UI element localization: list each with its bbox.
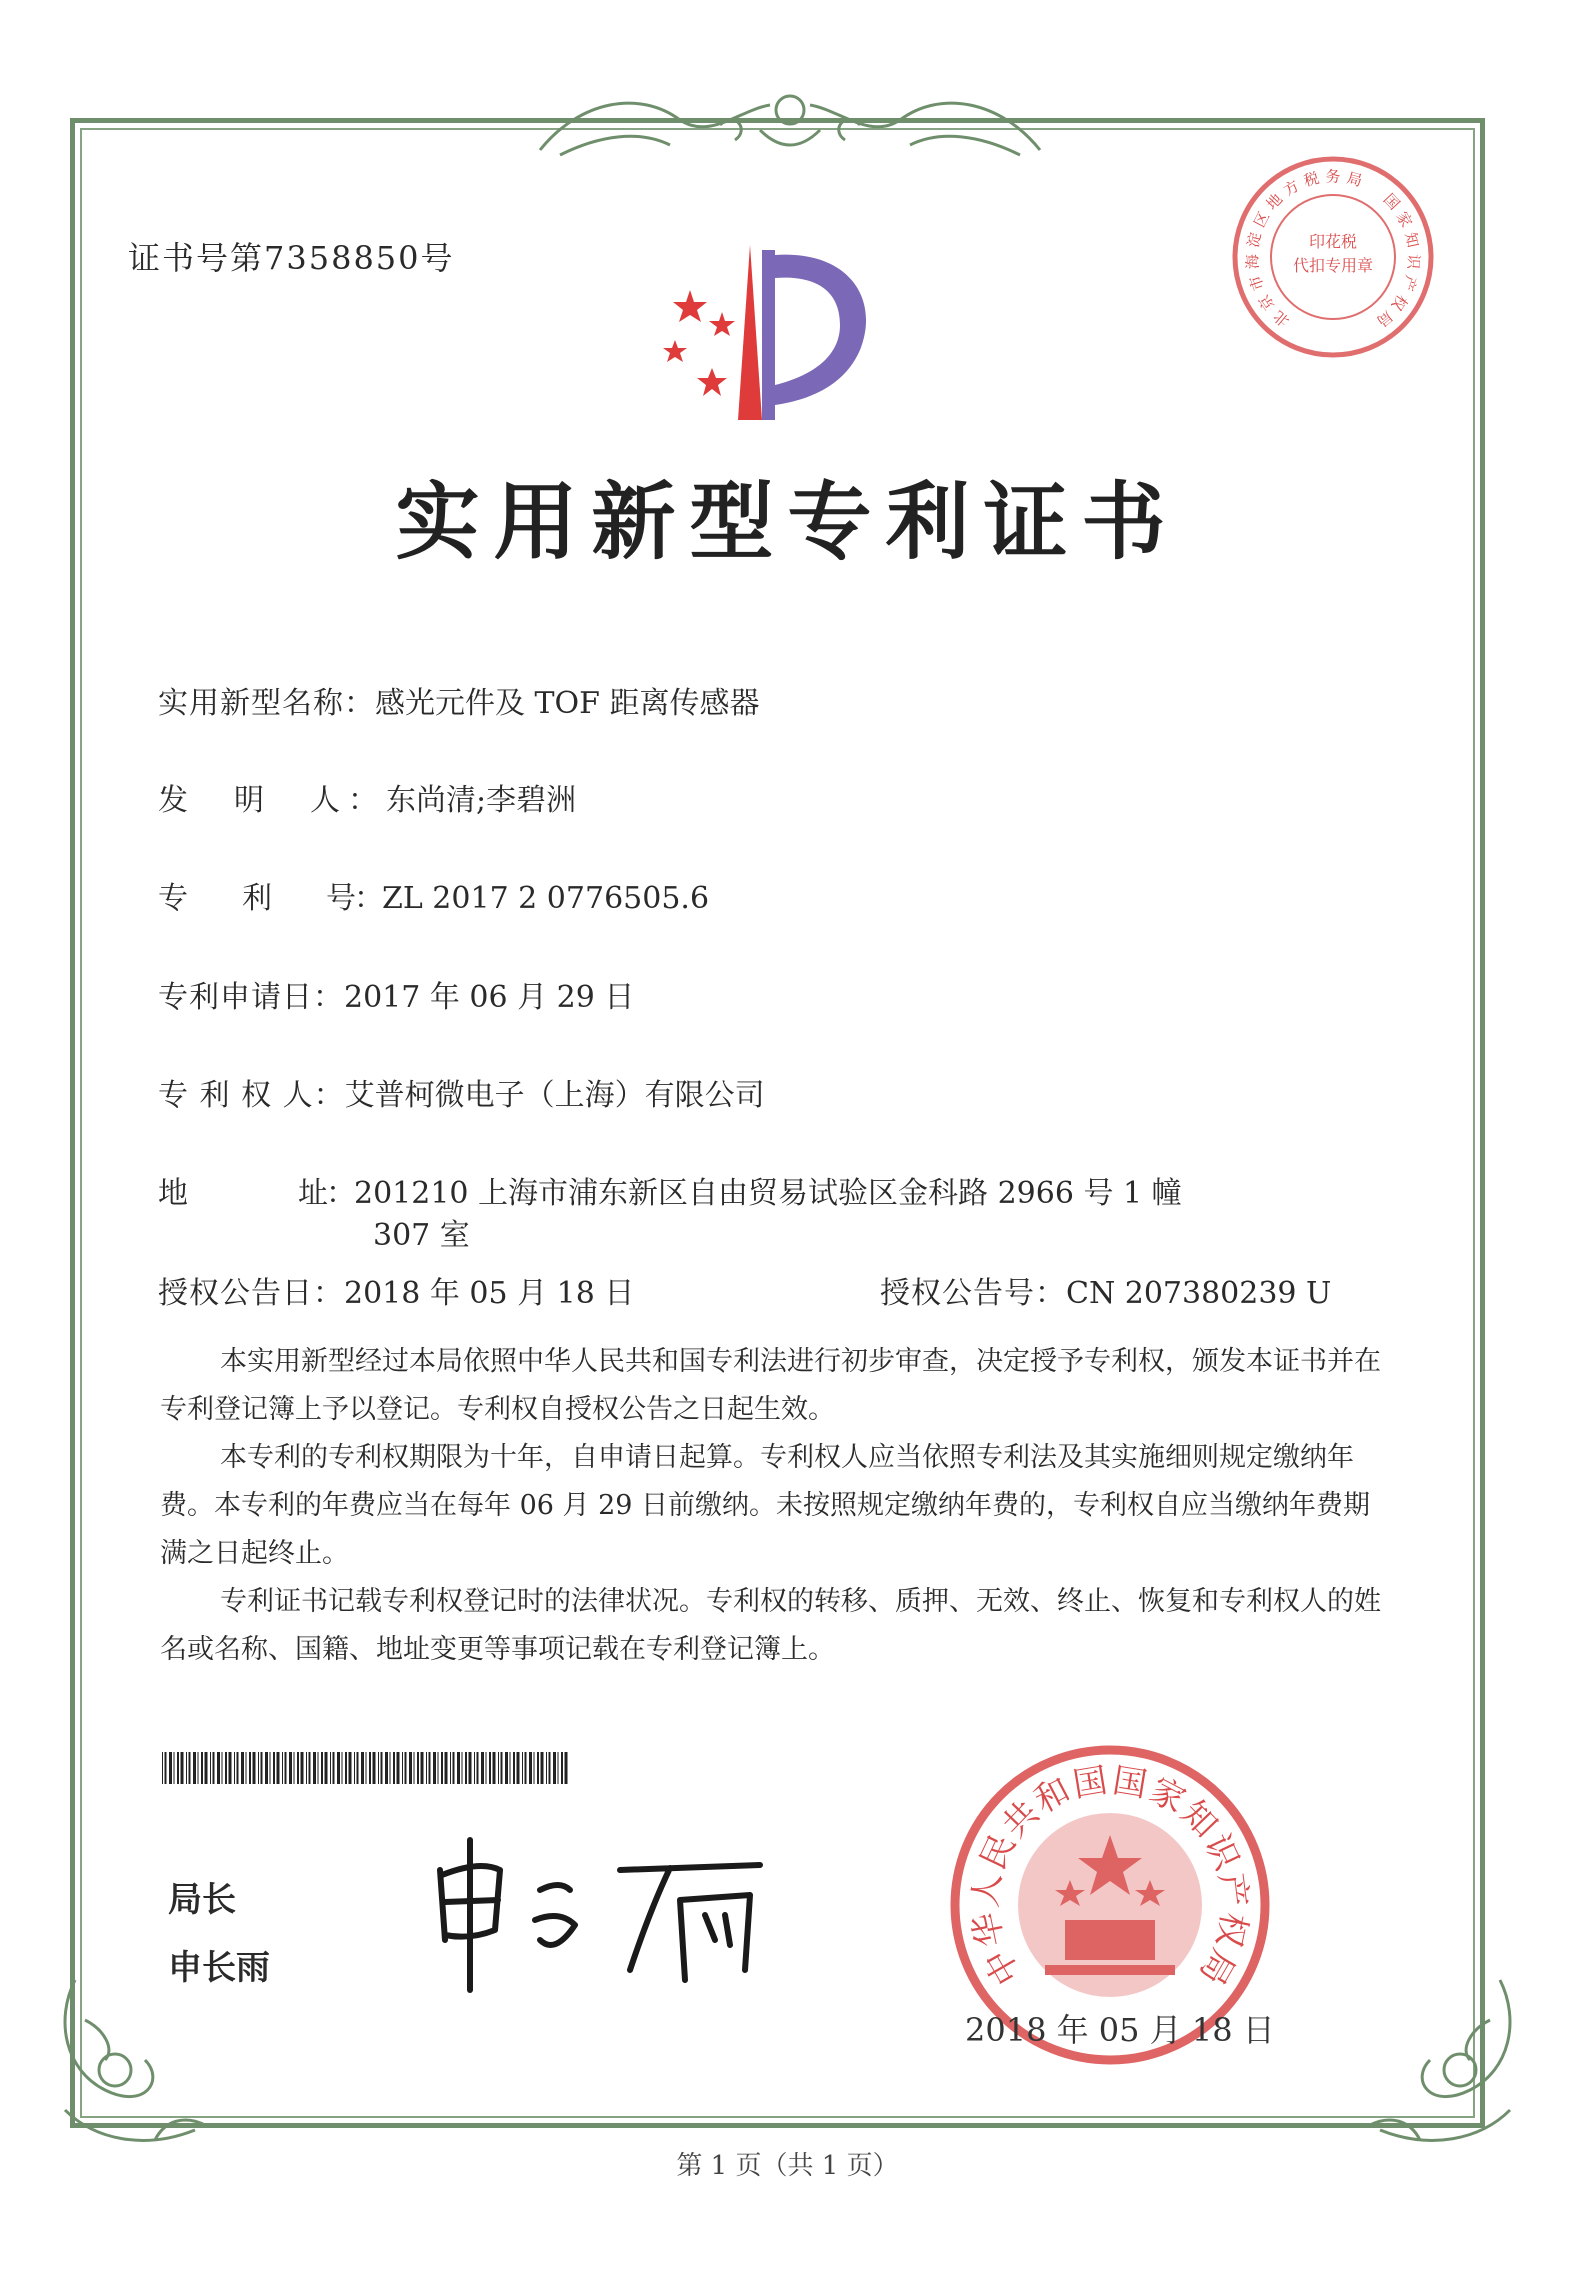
barcode-bar — [349, 1752, 352, 1784]
seal-character: 共 — [994, 1793, 1048, 1846]
barcode-bar — [378, 1752, 379, 1784]
seal-character: 国 — [1379, 190, 1404, 214]
barcode-bar — [549, 1752, 551, 1784]
barcode-bar — [301, 1752, 304, 1784]
field-value: 艾普柯微电子（上海）有限公司 — [344, 1078, 765, 1113]
barcode-bar — [441, 1752, 443, 1784]
barcode-bar — [522, 1752, 523, 1784]
field-label: 地 址： — [158, 1176, 354, 1211]
barcode-bar — [393, 1752, 395, 1784]
barcode-bar — [330, 1752, 331, 1784]
barcode-bar — [465, 1752, 467, 1784]
field-application-date — [158, 972, 634, 1016]
top-ornament — [520, 80, 1060, 170]
barcode-bar — [469, 1752, 472, 1784]
field-utility-model-name — [158, 678, 760, 722]
seal-character: 局 — [1373, 306, 1397, 331]
barcode-bar — [282, 1752, 283, 1784]
barcode-bar — [561, 1752, 563, 1784]
barcode-bar — [558, 1752, 559, 1784]
seal-character: 华 — [965, 1909, 1012, 1951]
field-value: 感光元件及 TOF 距离传感器 — [375, 686, 760, 721]
seal-character: 市 — [1245, 273, 1268, 294]
seal-date: 2018 年 05 月 18 日 — [965, 2011, 1275, 2049]
barcode-bar — [297, 1752, 299, 1784]
seal-character: 局 — [1344, 168, 1365, 191]
barcode-bar — [321, 1752, 323, 1784]
field-label: 专 利 权 人： — [158, 1078, 345, 1113]
barcode-bar — [481, 1752, 484, 1784]
barcode-bar — [421, 1752, 424, 1784]
barcode-bar — [529, 1752, 532, 1784]
barcode-bar — [546, 1752, 547, 1784]
field-grant-number — [880, 1268, 1331, 1312]
field-grant-date — [158, 1268, 634, 1312]
barcode-bar — [553, 1752, 556, 1784]
barcode-bar — [165, 1752, 167, 1784]
seal-character: 局 — [1191, 1942, 1243, 1992]
field-patent-number — [158, 873, 709, 917]
barcode-bar — [309, 1752, 311, 1784]
field-address-line2: 307 室 — [373, 1218, 470, 1253]
barcode-bar — [318, 1752, 319, 1784]
barcode-bar — [474, 1752, 475, 1784]
barcode-bar — [210, 1752, 211, 1784]
field-value: ZL 2017 2 0776505.6 — [382, 881, 710, 916]
barcode-bar — [306, 1752, 307, 1784]
barcode-bar — [409, 1752, 412, 1784]
field-label: 专利申请日： — [158, 980, 344, 1015]
seal-character: 知 — [1401, 230, 1423, 250]
barcode-bar — [249, 1752, 251, 1784]
barcode-bar — [373, 1752, 376, 1784]
barcode-bar — [565, 1752, 568, 1784]
barcode-bar — [186, 1752, 187, 1784]
seal-character: 民 — [973, 1828, 1024, 1876]
barcode-bar — [193, 1752, 196, 1784]
tax-stamp-seal — [1228, 152, 1438, 362]
barcode-bar — [426, 1752, 427, 1784]
barcode-bar — [270, 1752, 271, 1784]
barcode-bar — [169, 1752, 172, 1784]
certificate-number: 证书号第7358850号 — [128, 239, 455, 277]
seal-character: 国 — [1109, 1760, 1150, 1806]
barcode-bar — [505, 1752, 508, 1784]
barcode-bar — [241, 1752, 244, 1784]
barcode-bar — [181, 1752, 184, 1784]
barcode-bar — [333, 1752, 335, 1784]
barcode-bar — [189, 1752, 191, 1784]
certificate-title: 实用新型专利证书 — [395, 472, 1180, 571]
field-label: 发 明 人： — [158, 783, 386, 818]
barcode-bar — [537, 1752, 539, 1784]
field-label: 授权公告日： — [158, 1276, 344, 1311]
field-label: 专 利 号： — [158, 881, 382, 916]
barcode-bar — [510, 1752, 511, 1784]
seal-character: 权 — [1208, 1909, 1255, 1951]
barcode-bar — [462, 1752, 463, 1784]
seal-center-text: 代扣专用章 — [1292, 256, 1374, 275]
barcode-bar — [361, 1752, 364, 1784]
director-signature — [420, 1830, 780, 2000]
barcode-bar — [381, 1752, 383, 1784]
barcode-bar — [354, 1752, 355, 1784]
barcode-bar — [229, 1752, 232, 1784]
seal-character: 国 — [1070, 1760, 1111, 1806]
seal-character: 务 — [1325, 167, 1341, 186]
barcode-bar — [498, 1752, 499, 1784]
body-paragraph-1: 本实用新型经过本局依照中华人民共和国专利法进行初步审查，决定授予专利权，颁发本证书并在专利登记簿上予以登记。专利权自授权公告之日起生效。 — [160, 1346, 1381, 1425]
barcode-bar — [325, 1752, 328, 1784]
seal-character: 家 — [1143, 1770, 1192, 1822]
barcode-bar — [337, 1752, 340, 1784]
barcode-bar — [213, 1752, 215, 1784]
barcode-bar — [277, 1752, 280, 1784]
seal-character: 税 — [1301, 168, 1322, 191]
barcode-bar — [237, 1752, 239, 1784]
barcode-bar — [541, 1752, 544, 1784]
barcode-bar — [385, 1752, 388, 1784]
barcode-bar — [225, 1752, 227, 1784]
bottom-right-ornament — [1350, 1960, 1530, 2160]
field-value: 2018 年 05 月 18 日 — [344, 1276, 635, 1311]
certificate-body — [160, 1338, 1390, 1674]
seal-character: 知 — [1172, 1793, 1226, 1846]
field-patentee — [158, 1070, 765, 1114]
barcode-bar — [397, 1752, 400, 1784]
barcode-bar — [205, 1752, 208, 1784]
field-inventors — [158, 775, 576, 819]
barcode-bar — [486, 1752, 487, 1784]
seal-character: 识 — [1403, 253, 1423, 270]
barcode-bar — [289, 1752, 292, 1784]
barcode-bar — [493, 1752, 496, 1784]
seal-character: 权 — [1387, 291, 1412, 314]
barcode-bar — [477, 1752, 479, 1784]
barcode-bar — [253, 1752, 256, 1784]
barcode-bar — [366, 1752, 367, 1784]
barcode-bar — [534, 1752, 535, 1784]
barcode-bar — [525, 1752, 527, 1784]
seal-character: 海 — [1243, 253, 1263, 270]
barcode-bar — [433, 1752, 436, 1784]
seal-character: 北 — [1269, 306, 1293, 331]
barcode-bar — [414, 1752, 415, 1784]
field-value: 东尚清;李碧洲 — [386, 783, 577, 818]
cnipa-logo-icon — [650, 240, 900, 440]
barcode-bar — [402, 1752, 403, 1784]
seal-character: 地 — [1262, 190, 1287, 214]
barcode-bar — [177, 1752, 179, 1784]
barcode-bar — [489, 1752, 491, 1784]
barcode-bar — [517, 1752, 520, 1784]
page-number: 第 1 页（共 1 页） — [676, 2151, 899, 2181]
barcode-bar — [285, 1752, 287, 1784]
barcode-bar — [345, 1752, 347, 1784]
barcode-bar — [198, 1752, 199, 1784]
body-paragraph-2: 本专利的专利权期限为十年，自申请日起算。专利权人应当依照专利法及其实施细则规定缴纳年费。本专利的年费应当在每年 06 月 29 日前缴纳。未按照规定缴纳年费的，专利权自应当缴纳年费期满之日起终止。 — [160, 1442, 1371, 1569]
seal-character: 和 — [1028, 1770, 1077, 1822]
barcode-bar — [417, 1752, 419, 1784]
barcode-bar — [222, 1752, 223, 1784]
bottom-left-ornament — [45, 1960, 225, 2160]
seal-character: 产 — [1398, 273, 1421, 294]
seal-character: 家 — [1392, 208, 1416, 231]
barcode-bar — [453, 1752, 455, 1784]
barcode-bar — [261, 1752, 263, 1784]
seal-character: 人 — [965, 1870, 1010, 1910]
barcode-bar — [501, 1752, 503, 1784]
field-value: CN 207380239 U — [1066, 1276, 1332, 1311]
barcode-bar — [450, 1752, 451, 1784]
barcode-bar — [273, 1752, 275, 1784]
field-address — [158, 1168, 1182, 1212]
director-name: 申长雨 — [168, 1948, 270, 1988]
barcode-bar — [234, 1752, 235, 1784]
barcode-bar — [174, 1752, 175, 1784]
barcode-bar — [294, 1752, 295, 1784]
barcode-bar — [313, 1752, 316, 1784]
seal-character: 识 — [1196, 1828, 1247, 1876]
seal-character: 淀 — [1243, 230, 1265, 250]
body-paragraph-3: 专利证书记载专利权登记时的法律状况。专利权的转移、质押、无效、终止、恢复和专利权人的姓名或名称、国籍、地址变更等事项记载在专利登记簿上。 — [160, 1586, 1381, 1665]
barcode-bar — [258, 1752, 259, 1784]
seal-character: 产 — [1210, 1870, 1255, 1910]
barcode — [162, 1752, 572, 1784]
seal-character: 区 — [1250, 208, 1274, 231]
barcode-bar — [246, 1752, 247, 1784]
field-label: 授权公告号： — [880, 1276, 1066, 1311]
barcode-bar — [438, 1752, 439, 1784]
barcode-bar — [201, 1752, 203, 1784]
barcode-bar — [445, 1752, 448, 1784]
field-label: 实用新型名称： — [158, 686, 375, 721]
seal-character: 中 — [977, 1942, 1029, 1992]
barcode-bar — [457, 1752, 460, 1784]
seal-character: 方 — [1280, 176, 1303, 200]
barcode-bar — [342, 1752, 343, 1784]
barcode-bar — [390, 1752, 391, 1784]
field-value: 2017 年 06 月 29 日 — [344, 980, 635, 1015]
barcode-bar — [429, 1752, 431, 1784]
barcode-bar — [513, 1752, 515, 1784]
field-value: 201210 上海市浦东新区自由贸易试验区金科路 2966 号 1 幢 — [354, 1176, 1182, 1211]
director-title: 局长 — [168, 1880, 236, 1920]
barcode-bar — [369, 1752, 371, 1784]
barcode-bar — [405, 1752, 407, 1784]
barcode-bar — [265, 1752, 268, 1784]
seal-character: 京 — [1254, 291, 1279, 314]
barcode-bar — [162, 1752, 163, 1784]
barcode-bar — [217, 1752, 220, 1784]
barcode-bar — [357, 1752, 359, 1784]
seal-center-text: 印花税 — [1308, 232, 1358, 251]
